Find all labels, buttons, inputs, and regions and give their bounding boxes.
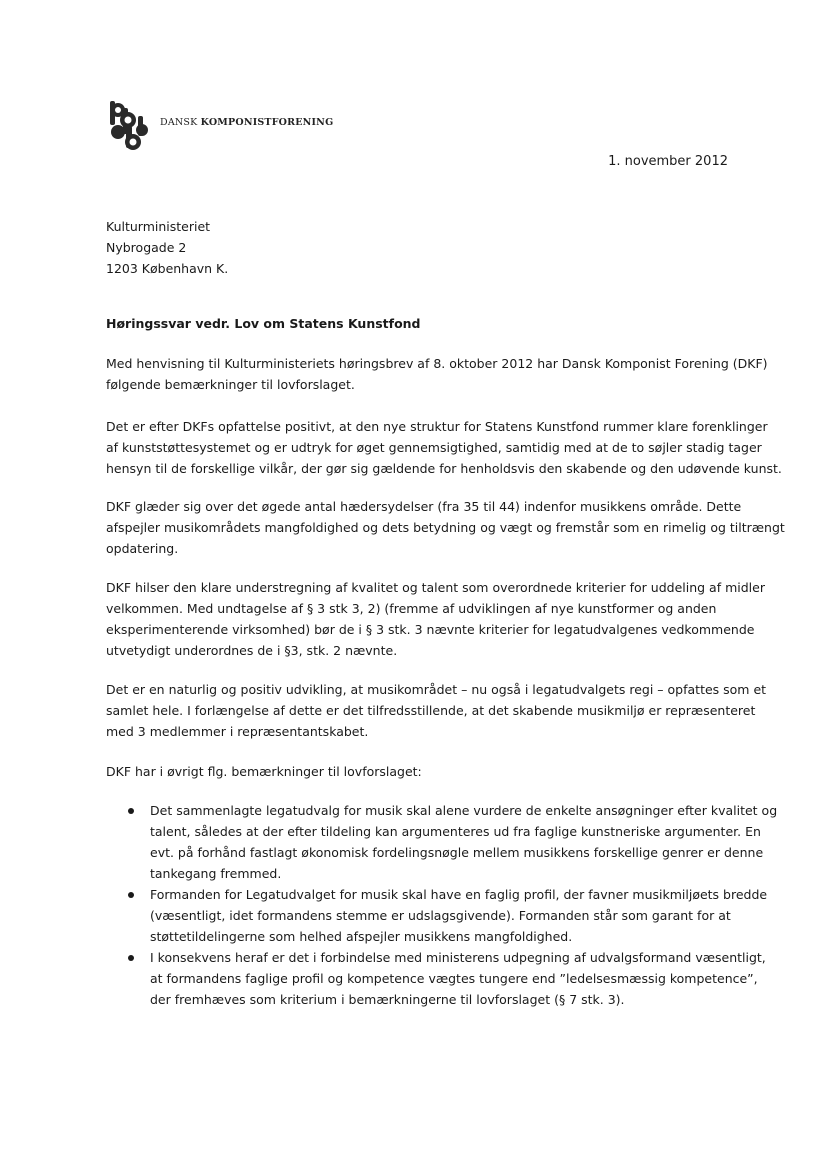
recipient-line: Nybrogade 2 (106, 240, 187, 255)
bullet-icon (128, 955, 134, 961)
bullet-line: Formanden for Legatudvalget for musik skal have en faglig profil, der favner musikmiljøets bredde (150, 887, 768, 902)
bullet-list (106, 800, 778, 1010)
composer-association-logo-icon (104, 96, 158, 156)
paragraph-line: Det er efter DKFs opfattelse positivt, at den nye struktur for Statens Kunstfond rummer klare forenklinger (106, 419, 768, 434)
bullet-line: Det sammenlagte legatudvalg for musik skal alene vurdere de enkelte ansøgninger efter kvalitet og (150, 803, 778, 818)
recipient-line: 1203 København K. (106, 261, 229, 276)
letterhead-logo (104, 96, 334, 156)
paragraph (106, 496, 785, 559)
recipient-address (106, 216, 228, 279)
paragraph (106, 679, 767, 742)
paragraph-line: opdatering. (106, 541, 179, 556)
bullet-line: I konsekvens heraf er det i forbindelse med ministerens udpegning af udvalgsformand væsentligt, (150, 950, 766, 965)
bullet-line: talent, således at der efter tildeling kan argumenteres ud fra faglige kunstneriske argumenter. En (150, 824, 761, 839)
bullet-item (106, 884, 766, 947)
paragraph-line: Med henvisning til Kulturministeriets høringsbrev af 8. oktober 2012 har Dansk Komponist Forening (DKF) (106, 356, 768, 371)
paragraph-line: hensyn til de forskellige vilkår, der gør sig gældende for henholdsvis den skabende og den udøvende kunst. (106, 461, 782, 476)
bullet-line: støttetildelingerne som helhed afspejler musikkens mangfoldighed. (150, 929, 573, 944)
bullet-line: at formandens faglige profil og kompetence vægtes tungere end ”ledelsesmæssig kompetence”, (150, 971, 758, 986)
paragraph-line: af kunststøttesystemet og er udtryk for øget gennemsigtighed, samtidig med at de to søjler stadig tager (106, 440, 762, 455)
bullet-line: tankegang fremmed. (150, 866, 282, 881)
letter-date: 1. november 2012 (608, 154, 728, 169)
bullet-icon (128, 892, 134, 898)
bullet-line: evt. på forhånd fastlagt økonomisk fordelingsnøgle mellem musikkens forskellige genrer er denne (150, 845, 764, 860)
bullet-icon (128, 808, 134, 814)
paragraph-line: eksperimenterende virksomhed) bør de i § 3 stk. 3 nævnte kriterier for legatudvalgenes vedkommende (106, 622, 755, 637)
paragraph-line: DKF hilser den klare understregning af kvalitet og talent som overordnede kriterier for uddeling af midler (106, 580, 765, 595)
letter-subject: Høringssvar vedr. Lov om Statens Kunstfond (106, 316, 421, 331)
paragraph (106, 577, 765, 661)
paragraph-line: med 3 medlemmer i repræsentantskabet. (106, 724, 369, 739)
paragraph-line: DKF glæder sig over det øgede antal hædersydelser (fra 35 til 44) indenfor musikkens område. Dette (106, 499, 742, 514)
paragraph (106, 353, 768, 395)
paragraph-line: velkommen. Med undtagelse af § 3 stk 3, 2) (fremme af udviklingen af nye kunstformer og anden (106, 601, 717, 616)
bullet-line: der fremhæves som kriterium i bemærkningerne til lovforslaget (§ 7 stk. 3). (150, 992, 625, 1007)
bullet-line: (væsentligt, idet formandens stemme er udslagsgivende). Formanden står som garant for at (150, 908, 731, 923)
paragraph-line: utvetydigt underordnes de i §3, stk. 2 nævnte. (106, 643, 398, 658)
paragraph-line: samlet hele. I forlængelse af dette er det tilfredsstillende, at det skabende musikmiljø er repræsenteret (106, 703, 756, 718)
paragraph-line: Det er en naturlig og positiv udvikling, at musikområdet – nu også i legatudvalgets regi – opfattes som et (106, 682, 767, 697)
paragraph (106, 761, 756, 782)
organization-name: DANSK KOMPONISTFORENING (160, 117, 334, 128)
bullet-item (106, 947, 766, 1010)
paragraph (106, 416, 782, 479)
paragraph-line: DKF har i øvrigt flg. bemærkninger til lovforslaget: (106, 764, 422, 779)
recipient-line: Kulturministeriet (106, 219, 211, 234)
paragraph-line: afspejler musikområdets mangfoldighed og dets betydning og vægt og fremstår som en rimelig og tiltrængt (106, 520, 785, 535)
bullet-item (106, 800, 778, 884)
paragraph-line: følgende bemærkninger til lovforslaget. (106, 377, 355, 392)
